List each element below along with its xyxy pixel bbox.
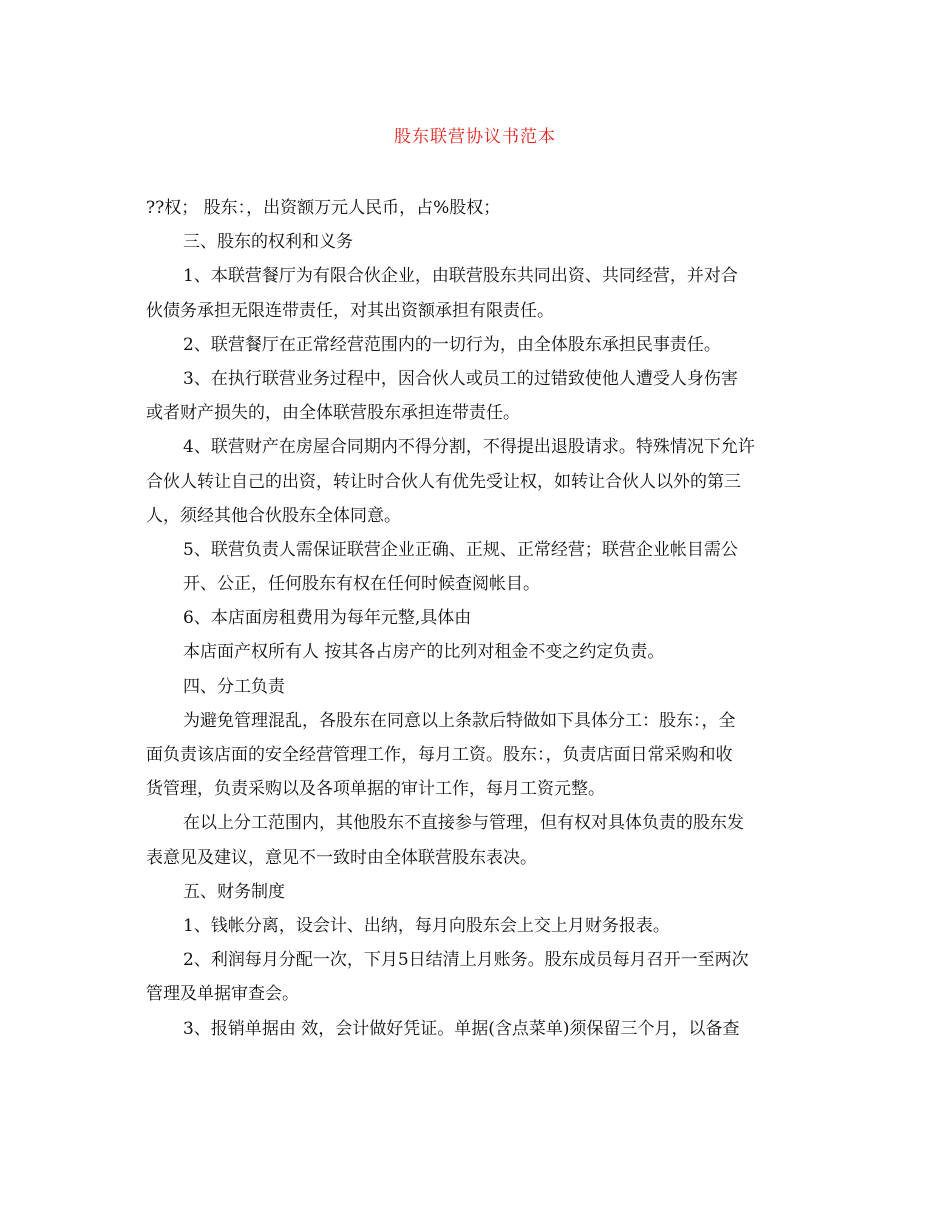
body-line: 1、本联营餐厅为有限合伙企业，由联营股东共同出资、共同经营，并对合 xyxy=(183,266,738,287)
body-line: 2、联营餐厅在正常经营范围内的一切行为，由全体股东承担民事责任。 xyxy=(183,334,721,355)
body-line: ??权； 股东：，出资额万元人民币，占%股权； xyxy=(146,198,501,218)
body-line: 人，须经其他合伙股东全体同意。 xyxy=(146,505,401,526)
body-line: 本店面产权所有人 按其各占房产的比列对租金不变之约定负责。 xyxy=(183,642,665,663)
body-line: 五、财务制度 xyxy=(183,881,285,902)
body-line: 三、股东的权利和义务 xyxy=(183,232,353,253)
body-line: 开、公正，任何股东有权在任何时候查阅帐目。 xyxy=(183,574,540,595)
body-line: 或者财产损失的，由全体联营股东承担连带责任。 xyxy=(146,403,520,424)
body-line: 6、本店面房租费用为每年元整,具体由 xyxy=(183,608,472,629)
body-line: 伙债务承担无限连带责任，对其出资额承担有限责任。 xyxy=(146,300,554,321)
body-line: 3、在执行联营业务过程中，因合伙人或员工的过错致使他人遭受人身伤害 xyxy=(183,368,738,389)
body-line: 货管理，负责采购以及各项单据的审计工作，每月工资元整。 xyxy=(146,779,605,800)
body-line: 面负责该店面的安全经营管理工作，每月工资。股东：，负责店面日常采购和收 xyxy=(146,745,733,765)
body-line: 合伙人转让自己的出资，转让时合伙人有优先受让权，如转让合伙人以外的第三 xyxy=(146,471,741,492)
body-line: 2、利润每月分配一次，下月5日结清上月账务。股东成员每月召开一至两次 xyxy=(183,950,749,971)
body-line: 管理及单据审查会。 xyxy=(146,984,299,1005)
body-line: 3、报销单据由 效，会计做好凭证。单据(含点菜单)须保留三个月，以备查 xyxy=(183,1018,740,1039)
body-line: 为避免管理混乱，各股东在同意以上条款后特做如下具体分工：股东：，全 xyxy=(183,710,736,731)
body-line: 表意见及建议，意见不一致时由全体联营股东表决。 xyxy=(146,847,537,868)
document-body xyxy=(146,191,804,1046)
document-title: 股东联营协议书范本 xyxy=(394,127,556,147)
body-line: 1、钱帐分离，设会计、出纳，每月向股东会上交上月财务报表。 xyxy=(183,915,670,936)
body-line: 在以上分工范围内，其他股东不直接参与管理，但有权对具体负责的股东发 xyxy=(183,813,744,834)
body-line: 4、联营财产在房屋合同期内不得分割，不得提出退股请求。特殊情况下允许 xyxy=(183,437,755,458)
body-line: 5、联营负责人需保证联营企业正确、正规、正常经营；联营企业帐目需公 xyxy=(183,539,738,560)
body-line: 四、分工负责 xyxy=(183,676,285,697)
